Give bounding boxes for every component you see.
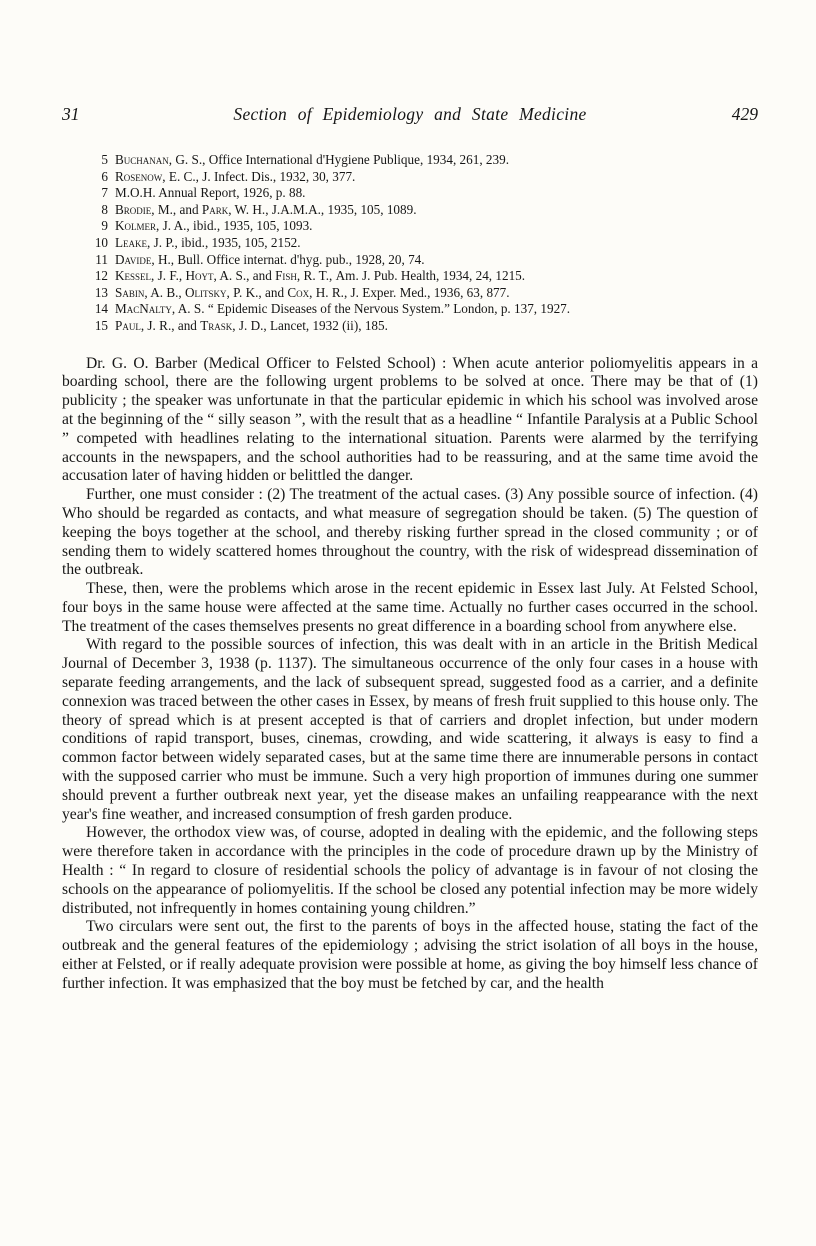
text-run: , 377. xyxy=(325,168,356,184)
reference-number: 6 xyxy=(101,168,108,184)
text-run: J. Infect. Dis. xyxy=(202,168,273,184)
text-run: , 1928, xyxy=(348,251,389,267)
reference-number: 9 xyxy=(101,218,108,234)
text-run: (Medical Officer to Felsted School) : When acute anterior poliomyelitis appears in a boarding school, there are the following urgent problems to be solved at once. There may be that of (1) publicity ; the speaker was unfortunate in that the particular epidemic in which his school was involved arose at the beginning of the “ silly season ”, with the result that as a headline “ Infantile Paralysis at a Public School ” competed with headlines relating to the international situation. Parents were alarmed by the terrifying accounts in the newspapers, and the school authorities had to be reassuring, and at the same time avoid the accusation later of having hidden or belittled the danger. xyxy=(62,354,759,485)
text-run: Dr. G. O. Barber xyxy=(86,354,198,372)
reference-text xyxy=(108,202,417,219)
text-run: Trask, J. D., xyxy=(200,317,270,333)
text-run: These, then, were the problems which arose in the recent epidemic in Essex last July. At Felsted School, four boys in the same house were affected at the same time. Actually no further cases occurred in the school. The treatment of the cases themselves presents no great difference in a boarding school from anywhere else. xyxy=(62,580,758,635)
references-list xyxy=(92,152,758,335)
reference-item xyxy=(92,235,758,252)
reference-number: 15 xyxy=(94,317,108,333)
reference-number: 7 xyxy=(101,185,108,201)
reference-item xyxy=(92,202,758,219)
reference-item xyxy=(92,185,758,202)
text-run: 105 xyxy=(256,218,277,234)
body-paragraph xyxy=(62,824,758,918)
reference-number: 13 xyxy=(94,284,108,300)
text-run: 63 xyxy=(466,284,480,300)
text-run: , 877. xyxy=(479,284,510,300)
text-run: Brodie, M., xyxy=(115,201,177,217)
reference-text xyxy=(108,169,355,186)
text-run: M.O.H. Annual Report, 1926, p. 88. xyxy=(115,185,306,201)
reference-text xyxy=(108,318,388,335)
text-run: , 1093. xyxy=(276,218,313,234)
text-run: ibid. xyxy=(193,218,217,234)
reference-item xyxy=(92,152,758,169)
reference-number: 10 xyxy=(94,234,108,250)
text-run: Rosenow, E. C., xyxy=(115,168,203,184)
reference-number: 14 xyxy=(94,301,108,317)
text-run: Paul, J. R., xyxy=(115,317,175,333)
text-run: 105 xyxy=(360,201,381,217)
reference-text xyxy=(108,252,425,269)
text-run: Two circulars were sent out, the first to the parents of boys in the affected house, stating the fact of the outbreak and the general features of the epidemiology ; advising the strict isolation of all boys in the house, either at Felsted, or if really adequate provision were possible at home, as giving the boy himself less chance of further infection. It was emphasized that the boy must be fetched by car, and the health xyxy=(62,918,758,992)
text-run: 30 xyxy=(312,168,326,184)
page-number: 429 xyxy=(731,104,758,124)
body-paragraph xyxy=(62,918,758,993)
reference-number: 11 xyxy=(95,251,108,267)
text-run: Office International d'Hygiene Publique, 1934, xyxy=(205,152,460,167)
reference-item xyxy=(92,252,758,269)
text-run: , 1215. xyxy=(488,268,526,284)
text-run: MacNalty, A. S. xyxy=(115,301,205,317)
text-run: 105 xyxy=(244,234,265,250)
text-run: With regard to the possible sources of infection, this was dealt with in an article in the xyxy=(86,636,659,654)
text-run: J. Exper. Med. xyxy=(350,284,428,300)
text-run: Fish, R. T., xyxy=(275,268,336,284)
text-run: 20 xyxy=(388,251,402,267)
text-run: and xyxy=(174,317,201,333)
text-run: and xyxy=(249,268,276,284)
reference-text xyxy=(108,268,525,285)
reference-text xyxy=(108,235,301,252)
reference-text xyxy=(108,218,312,235)
text-run: , 1935, xyxy=(216,218,257,234)
reference-text xyxy=(108,301,570,318)
reference-item xyxy=(92,268,758,285)
text-run: , 239. xyxy=(479,152,509,167)
reference-item xyxy=(92,301,758,318)
reference-text xyxy=(108,285,510,302)
text-run: However, the orthodox view was, of course, adopted in dealing with the epidemic, and the following steps were therefore taken in accordance with the principles in the code of procedure drawn up by the Ministry of Health : “ In regard to closure of residential schools the policy of advantage is in favour of not closing the schools on the appearance of poliomyelitis. If the school be closed any potential infection may be more widely distributed, not infrequently in homes containing young children.” xyxy=(62,824,758,917)
text-run: , 1936, xyxy=(427,284,467,300)
text-run: J.A.M.A. xyxy=(271,201,321,217)
text-run: , 1089. xyxy=(380,201,417,217)
text-run: , 1935, xyxy=(204,234,245,250)
text-run: Lancet xyxy=(269,317,306,333)
text-run: , 2152. xyxy=(264,234,301,250)
article-body xyxy=(62,355,758,994)
text-run: and xyxy=(261,284,288,300)
text-run: Leake, J. P., xyxy=(115,234,182,250)
reference-number: 5 xyxy=(101,152,108,167)
text-run: and xyxy=(176,201,202,217)
text-run: of December 3, 1938 (p. 1137). The simultaneous occurrence of the only four cases in a house with separate feeding arrangements, and the lack of subsequent spread, suggested food as a carrier, and a definite connexion was traced between the other cases in Essex, by means of fresh fruit supplied to this house only. The theory of spread which is at present accepted is that of carriers and droplet infection, but under modern conditions of rapid transport, buses, cinemas, crowding, and wide scattering, it always is easy to find a common factor between widely separated cases, but at the same time there are innumerable persons in contact with the supposed carrier who must be immune. Such a very high proportion of immunes during one summer should prevent a further outbreak next year, yet the disease makes an unfailing reappearance with the next year's fine weather, and increased consumption of fresh garden produce. xyxy=(62,655,758,823)
reference-item xyxy=(92,285,758,302)
page-header xyxy=(62,104,758,126)
text-run: Cox, H. R., xyxy=(287,284,351,300)
text-run: , 1932 (ii), 185. xyxy=(305,317,388,333)
body-paragraph xyxy=(62,636,758,824)
text-run: , 1934, xyxy=(436,268,476,284)
text-run: Sabin, A. B., Olitsky, P. K., xyxy=(115,284,262,300)
reference-number: 8 xyxy=(101,201,108,217)
reference-number: 12 xyxy=(94,268,108,284)
text-run: , 1935, xyxy=(320,201,361,217)
text-run: 261 xyxy=(459,152,480,167)
text-run: Davide, H., xyxy=(115,251,178,267)
text-run: Bull. Office internat. d'hyg. pub. xyxy=(177,251,349,267)
reference-item xyxy=(92,318,758,335)
text-run: Kolmer, J. A., xyxy=(115,218,194,234)
text-run: , 1932, xyxy=(272,168,313,184)
text-run: Am. J. Pub. Health xyxy=(335,268,437,284)
running-title: Section of Epidemiology and State Medicine xyxy=(233,104,587,124)
body-paragraph xyxy=(62,355,758,487)
text-run: British Medical Journal xyxy=(62,636,759,673)
text-run: ibid. xyxy=(181,234,205,250)
text-run: Park, W. H., xyxy=(201,201,272,217)
reference-text xyxy=(108,152,509,169)
reference-item xyxy=(92,218,758,235)
text-run: Kessel, J. F., Hoyt, A. S., xyxy=(115,268,250,284)
reference-text xyxy=(108,185,305,202)
reference-item xyxy=(92,169,758,186)
text-run: Buchanan, G. S., xyxy=(115,152,206,167)
text-run: , 74. xyxy=(401,251,425,267)
text-run: 24 xyxy=(475,268,489,284)
text-run: Further, one must consider : (2) The treatment of the actual cases. (3) Any possible source of infection. (4) Who should be regarded as contacts, and what measure of segregation should be taken. (5) The question of keeping the boys together at the school, and thereby risking further spread in the closed community ; or of sending them to widely scattered homes throughout the country, with the risk of widespread dissemination of the outbreak. xyxy=(62,486,758,579)
body-paragraph xyxy=(62,580,758,636)
text-run: “ Epidemic Diseases of the Nervous System.” London, p. 137, 1927. xyxy=(204,301,571,317)
column-number: 31 xyxy=(62,104,80,124)
body-paragraph xyxy=(62,486,758,580)
